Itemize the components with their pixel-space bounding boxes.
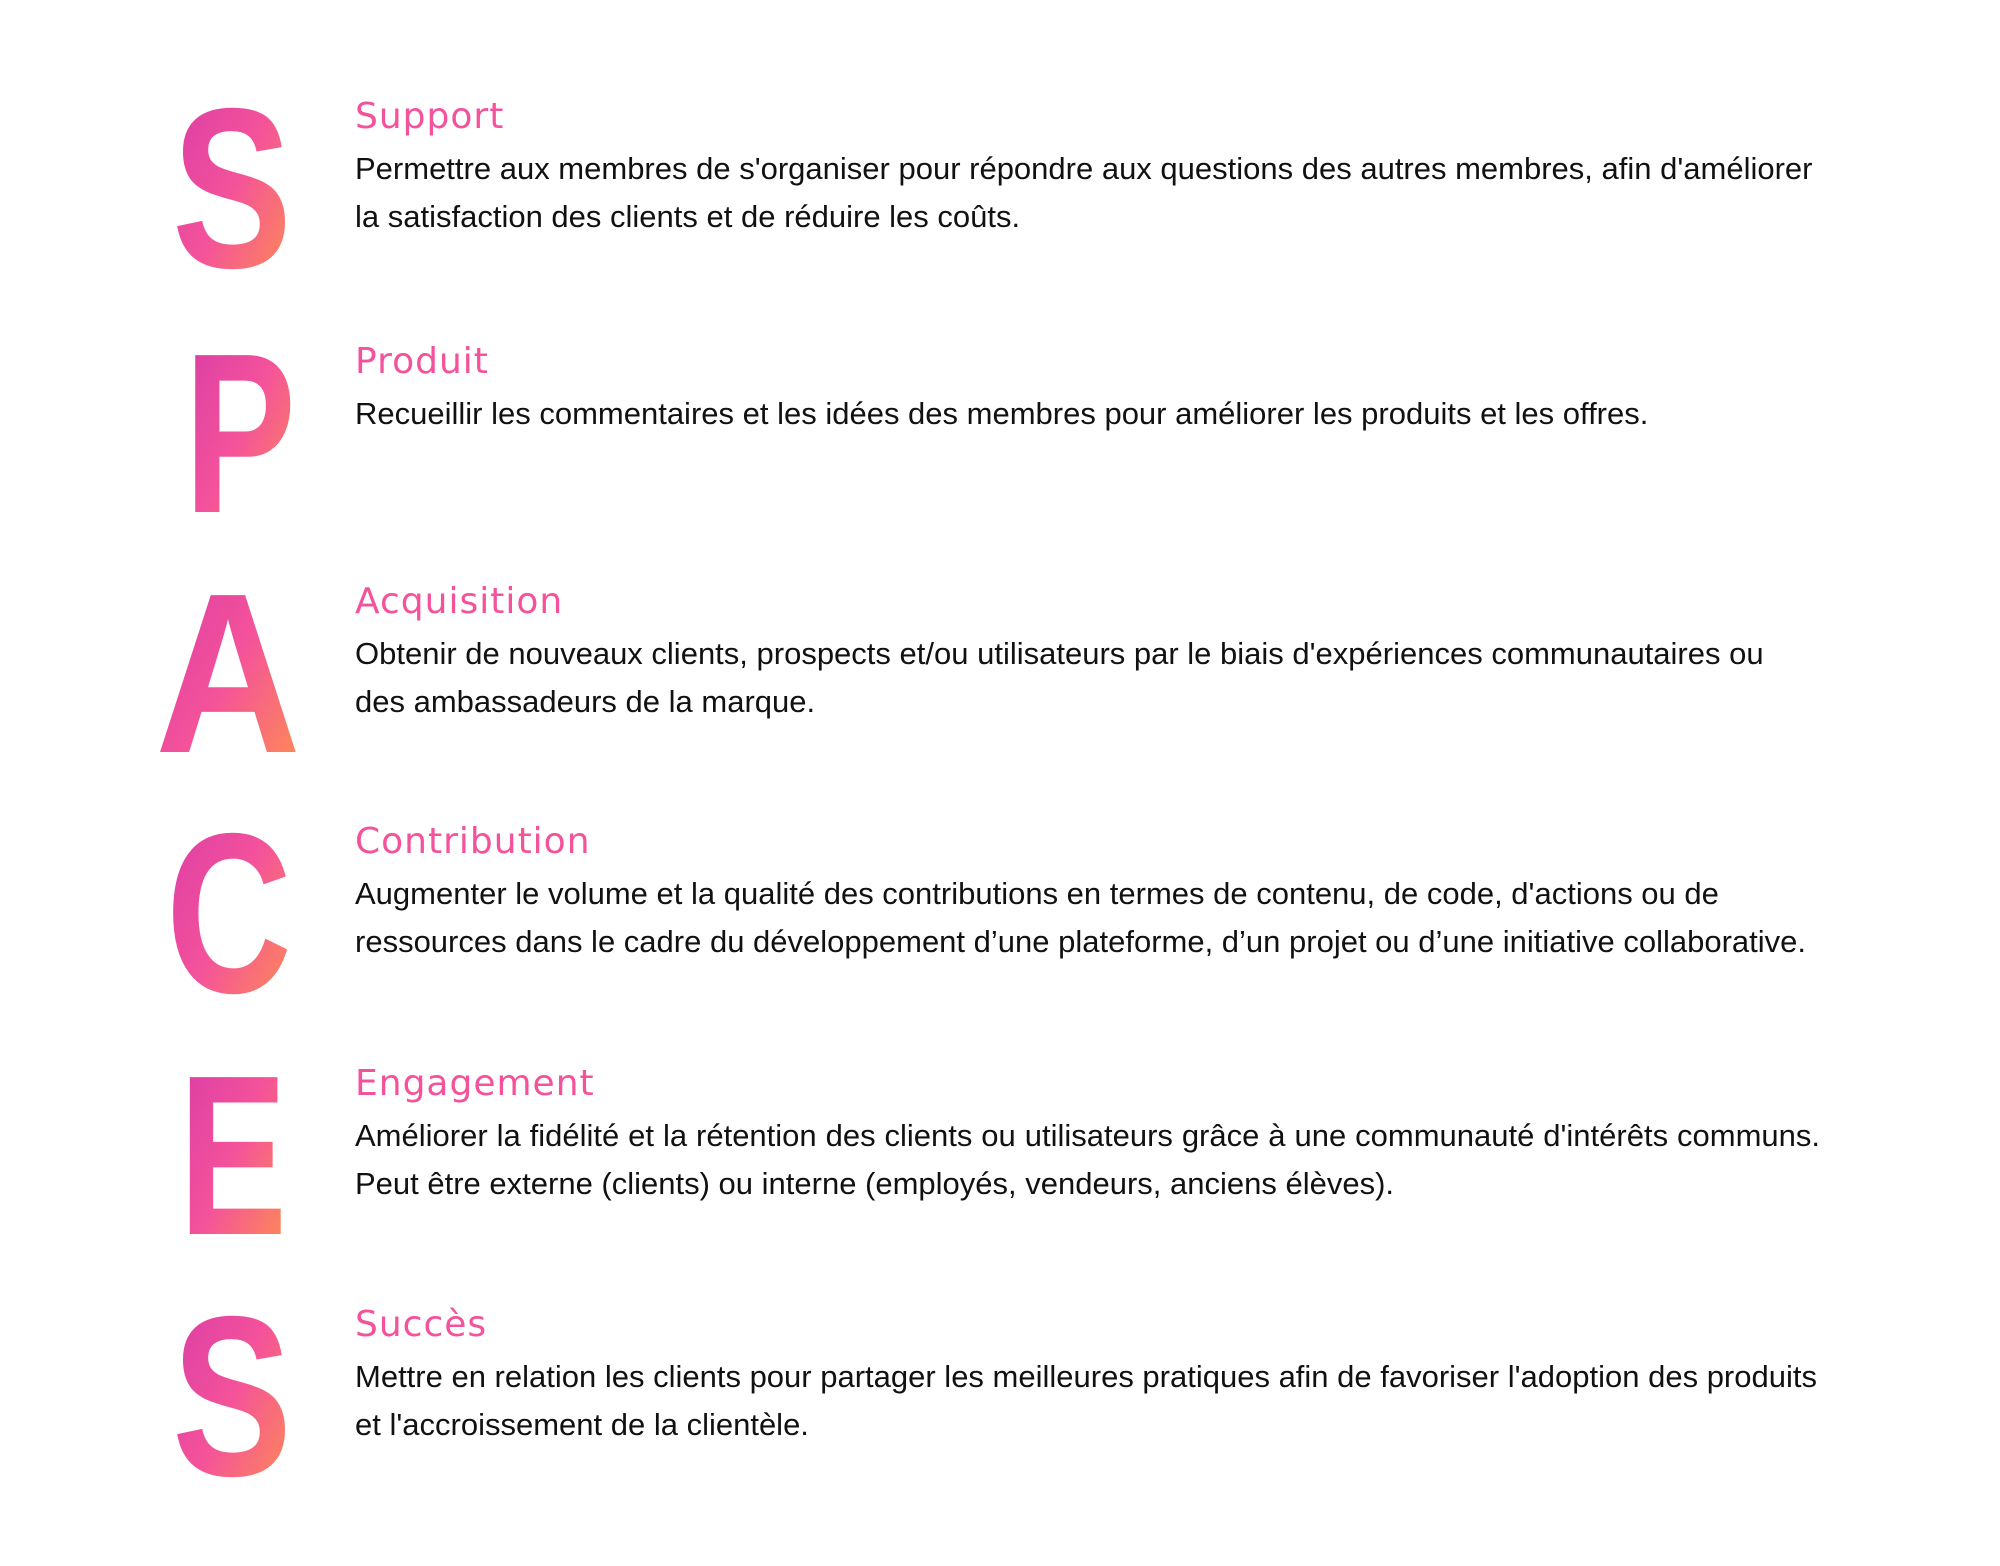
letter-p-icon <box>150 307 320 561</box>
item-content <box>355 340 1820 438</box>
item-title-support: Support <box>355 96 505 137</box>
item-description-succes: Mettre en relation les clients pour partager les meilleures pratiques afin de favoriser l'adoption des produits et l'accroissement de la clientèle. <box>355 1359 1817 1442</box>
item-description-engagement: Améliorer la fidélité et la rétention des clients ou utilisateurs grâce à une communauté d'intérêts communs. Peut être externe (clients) ou interne (employés, vendeurs, anciens élèves). <box>355 1118 1820 1201</box>
spaces-item-contribution <box>0 787 2000 1060</box>
letter-c-icon <box>150 787 320 1041</box>
item-description-acquisition: Obtenir de nouveaux clients, prospects et/ou utilisateurs par le biais d'expériences communautaires ou des ambassadeurs de la marque. <box>355 636 1764 719</box>
letter-e-graphic <box>150 1029 320 1283</box>
letter-a-graphic <box>150 547 320 801</box>
item-title-acquisition: Acquisition <box>355 581 564 622</box>
letter-a-glyph: A <box>155 547 301 801</box>
letter-s-graphic <box>150 62 320 316</box>
letter-c-glyph: C <box>166 787 292 1041</box>
item-description-contribution: Augmenter le volume et la qualité des contributions en termes de contenu, de code, d'actions ou de ressources dans le cadre du développement d’une plateforme, d’un projet ou d’une initiative collaborative. <box>355 876 1807 959</box>
letter-s-icon <box>150 62 320 316</box>
item-title-produit: Produit <box>355 341 489 382</box>
item-content <box>355 1062 1820 1208</box>
spaces-item-engagement <box>0 1029 2000 1302</box>
letter-s-glyph: S <box>172 1270 292 1524</box>
letter-s-graphic <box>150 1270 320 1524</box>
spaces-item-support <box>0 62 2000 335</box>
item-title-contribution: Contribution <box>355 821 591 862</box>
spaces-item-acquisition <box>0 547 2000 820</box>
item-content <box>355 1303 1820 1449</box>
item-description-produit: Recueillir les commentaires et les idées des membres pour améliorer les produits et les offres. <box>355 396 1649 431</box>
item-title-succes: Succès <box>355 1304 488 1345</box>
letter-p-glyph: P <box>184 307 296 561</box>
item-content <box>355 95 1820 241</box>
spaces-item-succes <box>0 1270 2000 1543</box>
letter-s-glyph: S <box>172 62 292 316</box>
item-content <box>355 580 1820 726</box>
letter-p-graphic <box>150 307 320 561</box>
item-content <box>355 820 1820 966</box>
item-description-support: Permettre aux membres de s'organiser pour répondre aux questions des autres membres, afin d'améliorer la satisfaction des clients et de réduire les coûts. <box>355 151 1813 234</box>
letter-a-icon <box>150 547 320 801</box>
item-title-engagement: Engagement <box>355 1063 595 1104</box>
spaces-item-produit <box>0 307 2000 580</box>
letter-s-icon <box>150 1270 320 1524</box>
letter-e-glyph: E <box>179 1029 287 1283</box>
letter-e-icon <box>150 1029 320 1283</box>
letter-c-graphic <box>150 787 320 1041</box>
